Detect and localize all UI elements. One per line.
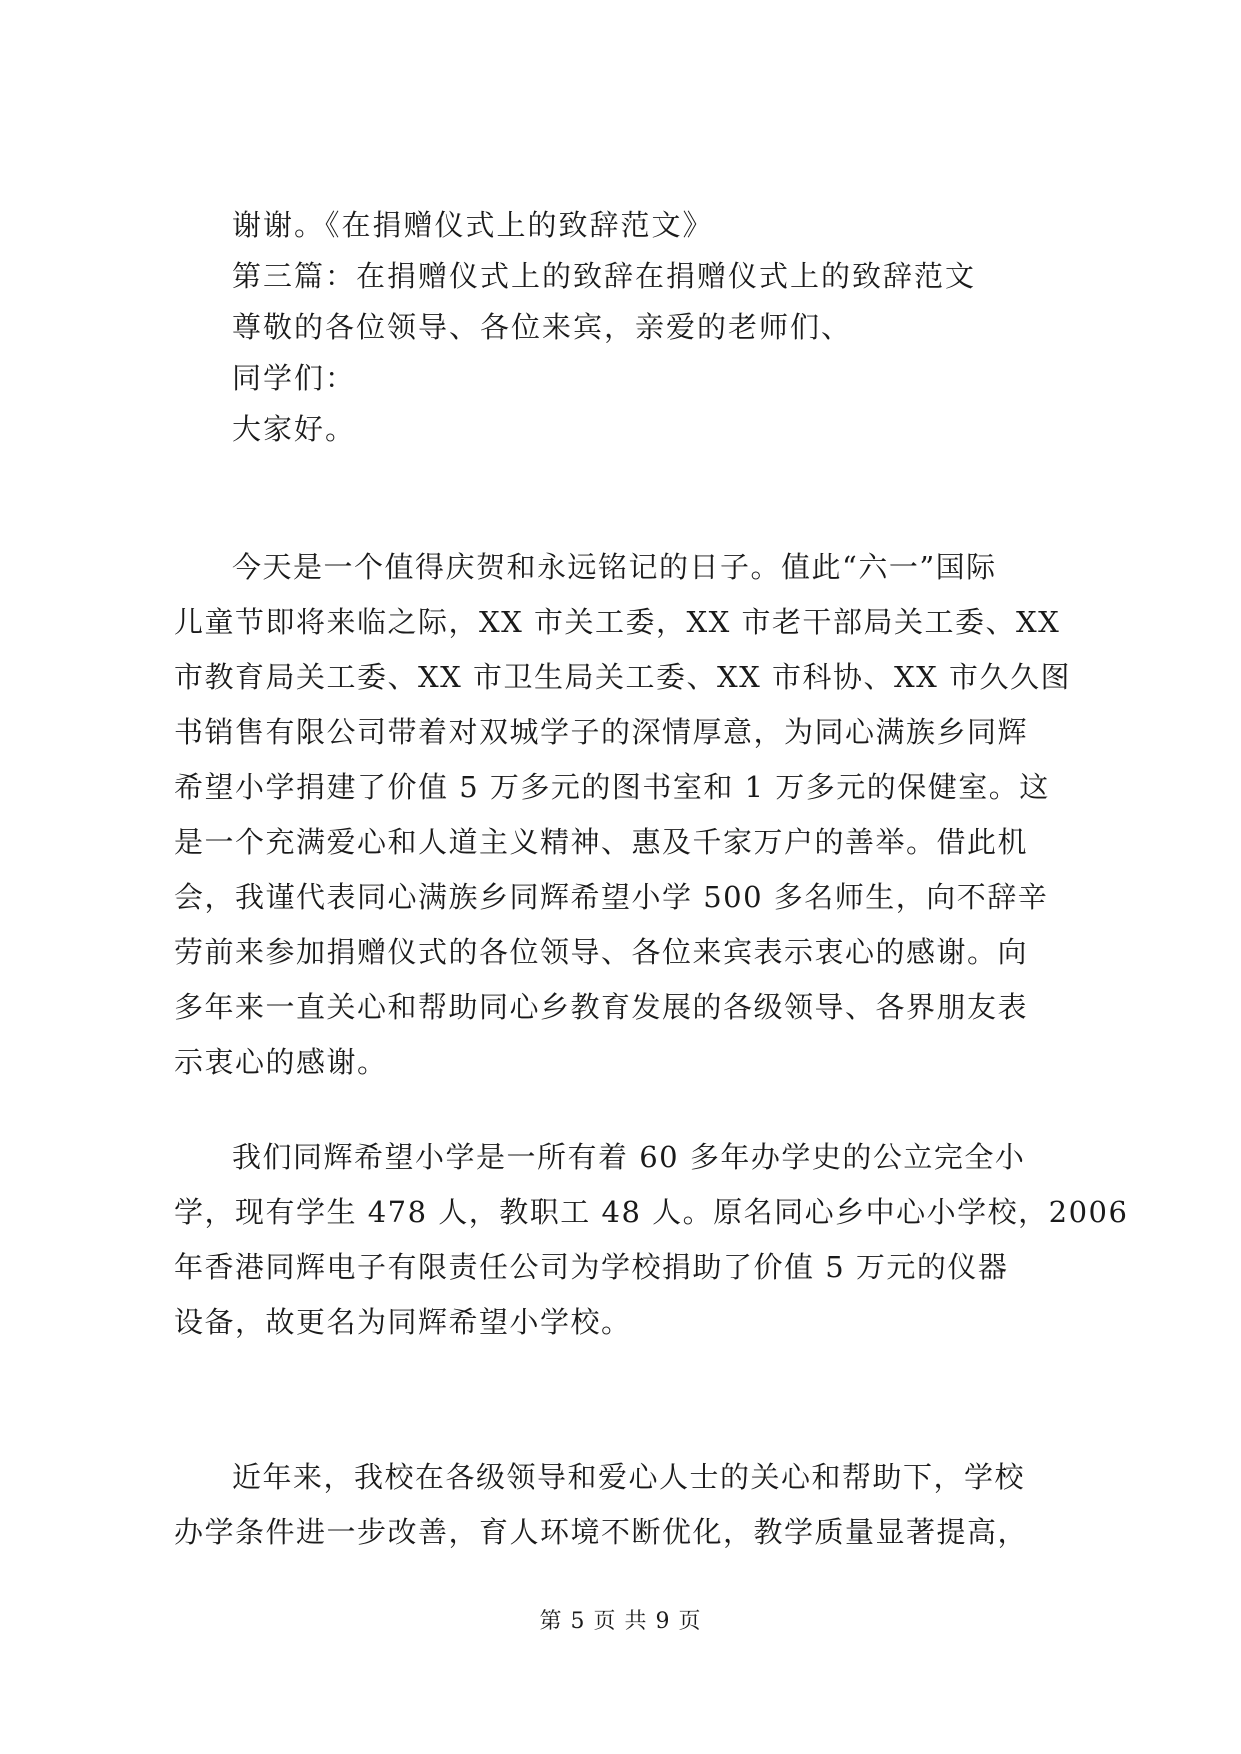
- paragraph: [174, 1130, 1129, 1350]
- paragraph-line: 学，现有学生 478 人，教职工 48 人。原名同心乡中心小学校，2006: [174, 1195, 1129, 1229]
- paragraph-line: 设备，故更名为同辉希望小学校。: [174, 1305, 632, 1339]
- section-heading: 第三篇：在捐赠仪式上的致辞在捐赠仪式上的致辞范文: [232, 259, 977, 293]
- salutation-line: 同学们：: [232, 361, 357, 395]
- paragraph-line: 年香港同辉电子有限责任公司为学校捐助了价值 5 万元的仪器: [174, 1250, 1009, 1284]
- paragraph: [174, 540, 1074, 1090]
- paragraph-line: 近年来，我校在各级领导和爱心人士的关心和帮助下，学校: [232, 1460, 1026, 1494]
- opening-lines: [232, 200, 976, 455]
- paragraph-line: 今天是一个值得庆贺和永远铭记的日子。值此“六一”国际: [232, 550, 997, 584]
- paragraph-line: 希望小学捐建了价值 5 万多元的图书室和 1 万多元的保健室。这: [174, 770, 1050, 804]
- greeting-line: 大家好。: [232, 412, 357, 446]
- text-line: 谢谢。《在捐赠仪式上的致辞范文》: [232, 208, 714, 242]
- paragraph-line: 书销售有限公司带着对双城学子的深情厚意，为同心满族乡同辉: [174, 715, 1029, 749]
- salutation-line: 尊敬的各位领导、各位来宾，亲爱的老师们、: [232, 310, 853, 344]
- paragraph-line: 市教育局关工委、XX 市卫生局关工委、XX 市科协、XX 市久久图: [174, 660, 1072, 694]
- paragraph: [174, 1450, 1074, 1560]
- paragraph-line: 是一个充满爱心和人道主义精神、惠及千家万户的善举。借此机: [174, 825, 1029, 859]
- paragraph-line: 我们同辉希望小学是一所有着 60 多年办学史的公立完全小: [232, 1140, 1026, 1174]
- paragraph-line: 办学条件进一步改善，育人环境不断优化，教学质量显著提高，: [174, 1515, 1029, 1549]
- page-number-footer: 第 5 页 共 9 页: [539, 1609, 702, 1634]
- paragraph-line: 劳前来参加捐赠仪式的各位领导、各位来宾表示衷心的感谢。向: [174, 935, 1029, 969]
- paragraph-line: 会，我谨代表同心满族乡同辉希望小学 500 多名师生，向不辞辛: [174, 880, 1049, 914]
- paragraph-line: 示衷心的感谢。: [174, 1045, 388, 1079]
- paragraph-line: 多年来一直关心和帮助同心乡教育发展的各级领导、各界朋友表: [174, 990, 1029, 1024]
- paragraph-line: 儿童节即将来临之际，XX 市关工委，XX 市老干部局关工委、XX: [174, 605, 1061, 639]
